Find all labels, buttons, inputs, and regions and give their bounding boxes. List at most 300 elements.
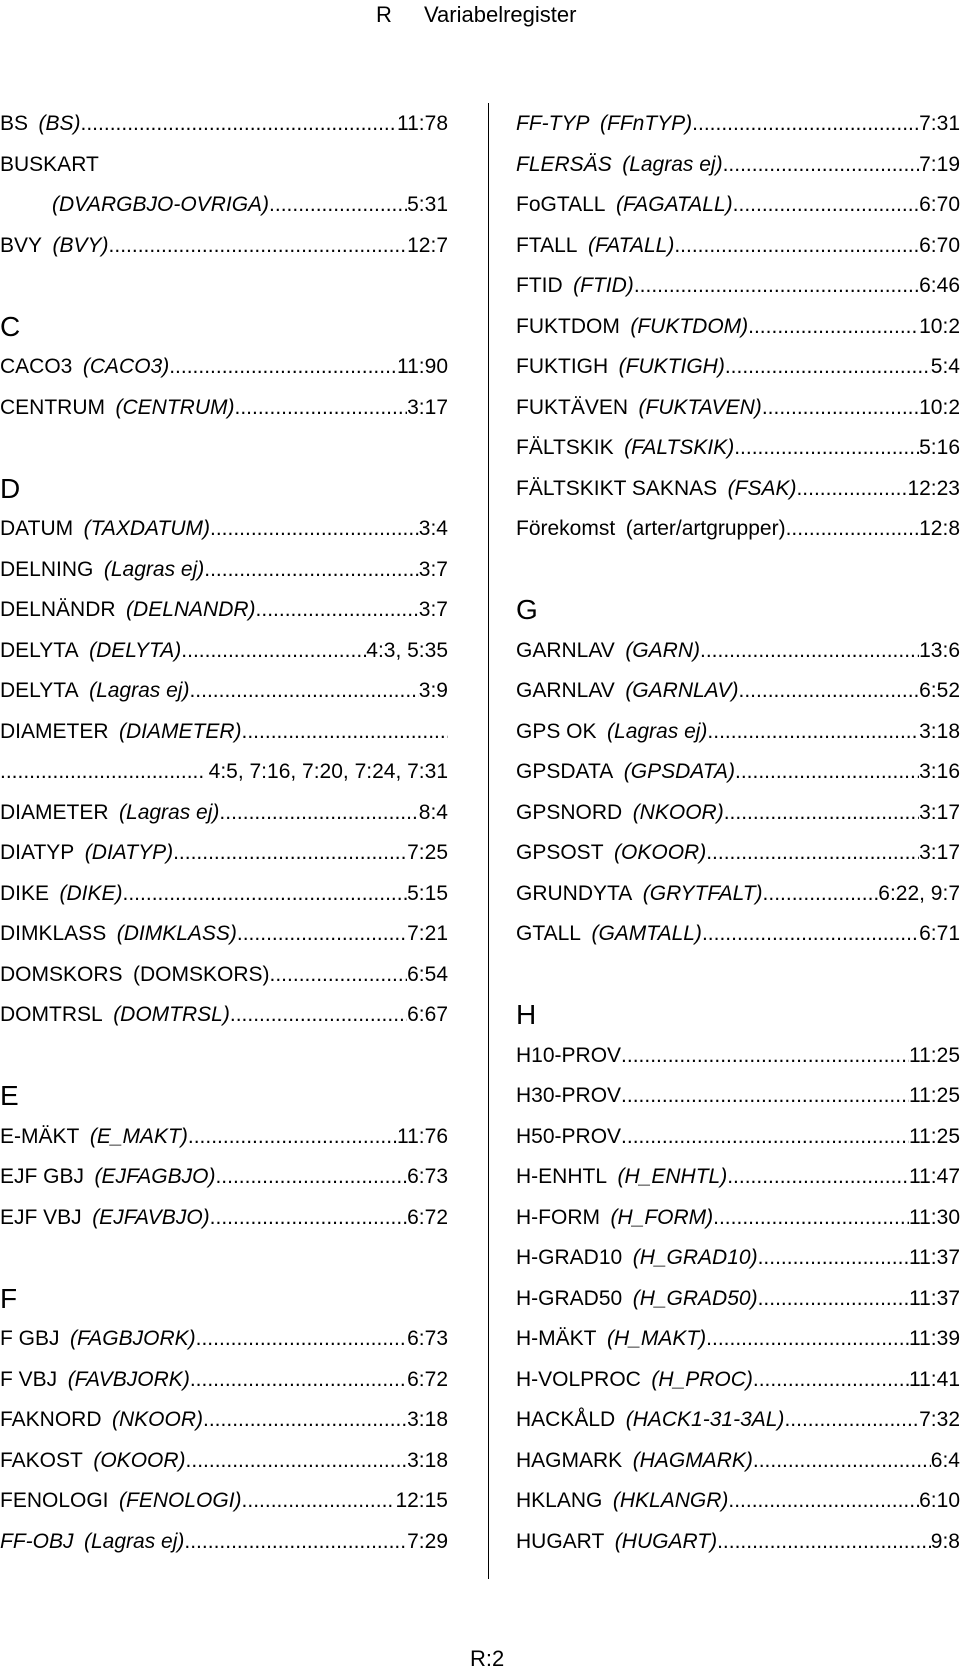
- entry-page: 7:19: [919, 152, 960, 176]
- entry-label: [0, 112, 81, 136]
- entry-alias: (DIATYP): [84, 841, 174, 865]
- entry-alias: (E_MAKT): [89, 1124, 188, 1148]
- index-entry: [0, 793, 448, 834]
- entry-label: [516, 882, 763, 906]
- entry-label: [516, 153, 723, 177]
- index-entry: [0, 145, 448, 186]
- entry-term: H-GRAD10: [516, 1246, 623, 1270]
- entry-alias: (NKOOR): [632, 800, 724, 824]
- leader-dots: [204, 558, 419, 582]
- index-entry: [0, 712, 448, 753]
- entry-label: [516, 639, 700, 663]
- entry-term: DELYTA: [0, 679, 79, 703]
- leader-dots: [707, 720, 919, 744]
- entry-page: 11:47: [909, 1165, 960, 1189]
- entry-page: 13:6: [919, 638, 960, 662]
- entry-term: EJF GBJ: [0, 1165, 85, 1189]
- leader-dots: [190, 1368, 407, 1392]
- index-entry: [0, 550, 448, 591]
- entry-page: 6:46: [919, 274, 960, 298]
- entry-label: [516, 1125, 621, 1149]
- entry-term: H-ENHTL: [516, 1165, 608, 1189]
- entry-alias: (arter/artgrupper): [625, 517, 786, 541]
- entry-alias: (FATALL): [587, 233, 675, 257]
- entry-alias: (HAGMARK): [632, 1448, 753, 1472]
- entry-alias: (GAMTALL): [591, 922, 702, 946]
- index-entry: [0, 509, 448, 550]
- leader-dots: [242, 720, 448, 744]
- entry-label: [0, 234, 109, 258]
- entry-page: 11:25: [909, 1124, 960, 1148]
- entry-term: GPS OK: [516, 719, 597, 743]
- entry-term: FENOLOGI: [0, 1489, 109, 1513]
- leader-dots: [728, 1489, 919, 1513]
- entry-alias: (FTID): [573, 274, 634, 298]
- entry-label: [516, 1530, 717, 1554]
- index-entry: [516, 752, 960, 793]
- entry-label: [516, 801, 724, 825]
- entry-alias: (GPSDATA): [623, 760, 735, 784]
- index-entry: [516, 631, 960, 672]
- index-entry: [0, 1157, 448, 1198]
- entry-page: 11:37: [909, 1286, 960, 1310]
- leader-dots: [210, 1206, 407, 1230]
- entry-page: 3:7: [418, 557, 448, 581]
- entry-label: [0, 1408, 203, 1432]
- entry-alias: (FAGBJORK): [70, 1327, 196, 1351]
- entry-label: [0, 355, 169, 379]
- entry-alias: (GARN): [625, 638, 700, 662]
- entry-alias: (DIAMETER): [119, 719, 242, 743]
- entry-alias: (FALTSKIK): [624, 436, 735, 460]
- index-entry: [516, 145, 960, 186]
- entry-label: [0, 1368, 190, 1392]
- entry-page: 3:18: [407, 1448, 448, 1472]
- entry-term: GPSDATA: [516, 760, 614, 784]
- entry-term: EJF VBJ: [0, 1205, 82, 1229]
- index-entry: [0, 1481, 448, 1522]
- entry-term: FoGTALL: [516, 193, 606, 217]
- entry-page: 7:32: [919, 1408, 960, 1432]
- leader-dots: [753, 1368, 909, 1392]
- letter-heading-text: C: [0, 310, 21, 342]
- entry-term: HUGART: [516, 1529, 605, 1553]
- entry-alias: (FUKTAVEN): [638, 395, 762, 419]
- leader-dots: [758, 1287, 909, 1311]
- blank-row: [516, 955, 960, 996]
- leader-dots: [186, 1449, 408, 1473]
- letter-heading: [0, 307, 448, 348]
- entry-alias: (FENOLOGI): [119, 1489, 242, 1513]
- entry-page: 6:70: [919, 233, 960, 257]
- entry-page: 6:52: [919, 679, 960, 703]
- entry-label: [0, 598, 256, 622]
- entry-page: 10:2: [919, 395, 960, 419]
- entry-label: [516, 1327, 706, 1351]
- letter-heading-text: F: [0, 1282, 18, 1314]
- entry-label: [0, 882, 123, 906]
- entry-label: [0, 1489, 242, 1513]
- entry-term: GARNLAV: [516, 679, 615, 703]
- entry-alias: (Lagras ej): [607, 719, 708, 743]
- page-header: [0, 0, 960, 30]
- entry-page: 3:17: [407, 395, 448, 419]
- header-title: Variabelregister: [424, 2, 577, 27]
- entry-label: [516, 517, 786, 541]
- blank-row: [0, 1036, 448, 1077]
- blank-row: [0, 266, 448, 307]
- leader-dots: [169, 355, 397, 379]
- entry-alias: (EJFAGBJO): [94, 1165, 216, 1189]
- entry-term: FAKNORD: [0, 1408, 102, 1432]
- entry-alias: (CACO3): [82, 355, 170, 379]
- entry-page: 5:31: [407, 193, 448, 217]
- leader-dots: [702, 922, 919, 946]
- entry-alias: (NKOOR): [112, 1408, 204, 1432]
- letter-heading: [0, 1076, 448, 1117]
- entry-page: 11:76: [397, 1124, 448, 1148]
- entry-page: 6:22, 9:7: [878, 881, 960, 905]
- entry-alias: (Lagras ej): [84, 1529, 185, 1553]
- leader-dots: [237, 922, 407, 946]
- index-entry: [516, 914, 960, 955]
- entry-page: 11:39: [909, 1327, 960, 1351]
- leader-dots: [621, 1125, 909, 1149]
- index-entry: [0, 833, 448, 874]
- entry-alias: (GARNLAV): [625, 679, 739, 703]
- entry-label: [516, 355, 725, 379]
- entry-label: [516, 1246, 758, 1270]
- entry-alias: (FUKTDOM): [630, 314, 749, 338]
- leader-dots: [724, 801, 919, 825]
- leader-dots: [181, 639, 366, 663]
- leader-dots: [234, 396, 407, 420]
- leader-dots: [739, 679, 920, 703]
- blank-row: [516, 550, 960, 591]
- entry-alias: (FAVBJORK): [67, 1367, 190, 1391]
- entry-page: 9:8: [930, 1529, 960, 1553]
- leader-dots: [786, 517, 920, 541]
- entry-page: 8:4: [418, 800, 448, 824]
- leader-dots: [733, 193, 919, 217]
- entry-page: 11:90: [397, 355, 448, 379]
- index-entry: [0, 1198, 448, 1239]
- entry-page: 3:18: [919, 719, 960, 743]
- index-entry: [0, 590, 448, 631]
- index-entry: [0, 1400, 448, 1441]
- index-entry: [0, 995, 448, 1036]
- leader-dots: [748, 315, 919, 339]
- index-entry: [516, 185, 960, 226]
- index-entry: [516, 1360, 960, 1401]
- leader-dots: [700, 639, 919, 663]
- entry-alias: (DOMTRSL): [113, 1003, 230, 1027]
- leader-dots: [203, 1408, 407, 1432]
- entry-page: 3:9: [418, 679, 448, 703]
- leader-dots: [270, 963, 408, 987]
- index-entry-continuation: [0, 752, 448, 793]
- entry-label: [0, 558, 204, 582]
- entry-term: DIAMETER: [0, 800, 109, 824]
- entry-term: GPSNORD: [516, 800, 623, 824]
- leader-dots: [725, 355, 931, 379]
- leader-dots: [189, 679, 418, 703]
- entry-page: 6:73: [407, 1327, 448, 1351]
- index-entry: [0, 1117, 448, 1158]
- entry-label: [0, 1327, 196, 1351]
- entry-label: [0, 1125, 188, 1149]
- entry-alias: (HUGART): [614, 1529, 718, 1553]
- entry-alias: (OKOOR): [614, 841, 707, 865]
- entry-label: [516, 1489, 728, 1513]
- entry-alias: (DVARGBJO-OVRIGA): [52, 193, 270, 217]
- index-entry: [516, 388, 960, 429]
- entry-label: [516, 1044, 621, 1068]
- index-entry: [516, 833, 960, 874]
- entry-label: [516, 1206, 713, 1230]
- entry-term: FÄLTSKIKT SAKNAS: [516, 476, 718, 500]
- entry-alias: (HACK1-31-3AL): [625, 1408, 785, 1432]
- entry-page: 11:30: [909, 1205, 960, 1229]
- entry-alias: (DIMKLASS): [116, 922, 237, 946]
- entry-label: [516, 841, 706, 865]
- index-entry: [516, 1400, 960, 1441]
- entry-page: 11:25: [909, 1043, 960, 1067]
- leader-dots: [796, 477, 907, 501]
- entry-term: Förekomst: [516, 517, 616, 541]
- index-column-right: [516, 104, 960, 1562]
- entry-page: 5:15: [407, 881, 448, 905]
- leader-dots: [242, 1489, 396, 1513]
- entry-label: [516, 234, 674, 258]
- leader-dots: [784, 1408, 919, 1432]
- entry-term: GPSOST: [516, 841, 604, 865]
- entry-label: [0, 679, 189, 703]
- entry-term: DATUM: [0, 517, 74, 541]
- entry-label: [0, 396, 234, 420]
- index-entry: [516, 1198, 960, 1239]
- entry-alias: (GRYTFALT): [642, 881, 763, 905]
- index-entry: [0, 671, 448, 712]
- index-entry: [0, 347, 448, 388]
- index-entry: [516, 1481, 960, 1522]
- letter-heading: [516, 995, 960, 1036]
- entry-term: BVY: [0, 233, 43, 257]
- entry-page: 6:73: [407, 1165, 448, 1189]
- entry-term: FUKTIGH: [516, 355, 609, 379]
- index-entry: [0, 1319, 448, 1360]
- entry-alias: (Lagras ej): [103, 557, 205, 581]
- index-entry: [516, 1238, 960, 1279]
- leader-dots: [706, 1327, 909, 1351]
- index-entry: [0, 104, 448, 145]
- entry-term: DIATYP: [0, 841, 75, 865]
- entry-label: [516, 922, 702, 946]
- index-entry: [516, 1157, 960, 1198]
- column-divider: [488, 103, 489, 1579]
- entry-alias: (OKOOR): [93, 1448, 186, 1472]
- entry-page: 12:15: [395, 1489, 448, 1513]
- entry-page: 6:70: [919, 193, 960, 217]
- index-entry: [516, 712, 960, 753]
- entry-alias: (Lagras ej): [622, 152, 723, 176]
- leader-dots: [219, 801, 418, 825]
- entry-page: 5:4: [930, 355, 960, 379]
- leader-dots: [256, 598, 419, 622]
- entry-alias: (H_GRAD10): [632, 1246, 758, 1270]
- entry-label: [0, 720, 242, 744]
- entry-term: FF-OBJ: [0, 1529, 74, 1553]
- entry-term: FTID: [516, 274, 563, 298]
- entry-label: [516, 1449, 753, 1473]
- entry-label: [0, 1165, 215, 1189]
- entry-page: 11:78: [397, 112, 448, 136]
- entry-label: [516, 315, 748, 339]
- entry-label: [516, 1408, 784, 1432]
- entry-label: [516, 720, 707, 744]
- entry-label: [516, 760, 735, 784]
- leader-dots: [692, 112, 919, 136]
- entry-term: H-VOLPROC: [516, 1367, 641, 1391]
- entry-page: 3:7: [418, 598, 448, 622]
- entry-term: FUKTÄVEN: [516, 395, 629, 419]
- leader-dots: [196, 1327, 407, 1351]
- index-entry: [0, 226, 448, 267]
- entry-alias: (DOMSKORS): [133, 962, 270, 986]
- index-entry: [516, 307, 960, 348]
- index-entry: [516, 266, 960, 307]
- entry-page: 3:4: [418, 517, 448, 541]
- leader-dots: [0, 760, 205, 784]
- letter-heading-text: H: [516, 999, 537, 1031]
- entry-page: 3:17: [919, 841, 960, 865]
- index-entry: [0, 955, 448, 996]
- entry-term: CACO3: [0, 355, 73, 379]
- header-letter: R: [376, 2, 392, 27]
- index-entry: [516, 428, 960, 469]
- letter-heading: [0, 1279, 448, 1320]
- index-entry: [0, 1441, 448, 1482]
- entry-term: GTALL: [516, 922, 581, 946]
- letter-heading-text: E: [0, 1080, 19, 1112]
- entry-alias: (Lagras ej): [89, 679, 190, 703]
- entry-term: H-GRAD50: [516, 1286, 623, 1310]
- index-entry: [516, 1522, 960, 1563]
- entry-label: [516, 1165, 727, 1189]
- entry-alias: (DIKE): [59, 881, 123, 905]
- index-entry: [516, 1036, 960, 1077]
- leader-dots: [269, 193, 407, 217]
- entry-term: FF-TYP: [516, 112, 590, 136]
- entry-term: DIKE: [0, 881, 50, 905]
- entry-label: [0, 922, 237, 946]
- entry-page: 3:18: [407, 1408, 448, 1432]
- entry-label: [0, 639, 181, 663]
- entry-label: [0, 1206, 210, 1230]
- entry-term: GARNLAV: [516, 638, 615, 662]
- entry-term: FÄLTSKIK: [516, 436, 614, 460]
- leader-dots: [758, 1246, 909, 1270]
- letter-heading-text: G: [516, 594, 538, 626]
- entry-term: DELNING: [0, 557, 94, 581]
- entry-term: CENTRUM: [0, 395, 105, 419]
- entry-alias: (CENTRUM): [115, 395, 235, 419]
- leader-dots: [674, 234, 919, 258]
- entry-label: [0, 1003, 230, 1027]
- index-entry: [0, 914, 448, 955]
- entry-term: HAGMARK: [516, 1448, 623, 1472]
- entry-label: [0, 801, 219, 825]
- entry-term: GRUNDYTA: [516, 881, 633, 905]
- entry-page: 6:4: [930, 1448, 960, 1472]
- leader-dots: [753, 1449, 931, 1473]
- letter-heading: [516, 590, 960, 631]
- entry-alias: (EJFAVBJO): [92, 1205, 210, 1229]
- entry-term: BUSKART: [0, 152, 99, 176]
- leader-dots: [215, 1165, 407, 1189]
- entry-term: FLERSÄS: [516, 152, 612, 176]
- leader-dots: [123, 882, 408, 906]
- entry-term: FUKTDOM: [516, 314, 620, 338]
- index-entry: [516, 469, 960, 510]
- entry-label: [0, 517, 210, 541]
- entry-page: 5:16: [919, 436, 960, 460]
- index-entry: [0, 1360, 448, 1401]
- leader-dots: [634, 274, 919, 298]
- entry-term: DELYTA: [0, 638, 79, 662]
- index-entry: [516, 1279, 960, 1320]
- leader-dots: [713, 1206, 909, 1230]
- entry-term: DOMSKORS: [0, 962, 123, 986]
- entry-alias: (H_GRAD50): [632, 1286, 758, 1310]
- entry-label: [0, 193, 269, 217]
- entry-page: 12:8: [919, 517, 960, 541]
- entry-label: [516, 1084, 621, 1108]
- letter-heading-text: D: [0, 472, 21, 504]
- leader-dots: [762, 396, 919, 420]
- entry-label: [516, 1368, 753, 1392]
- index-entry: [516, 347, 960, 388]
- index-entry: [0, 185, 448, 226]
- entry-label: [0, 1530, 184, 1554]
- entry-alias: (FUKTIGH): [618, 355, 725, 379]
- entry-alias: (H_FORM): [610, 1205, 714, 1229]
- entry-page: 7:29: [407, 1529, 448, 1553]
- index-entry: [516, 671, 960, 712]
- entry-page: 6:10: [919, 1489, 960, 1513]
- entry-term: H50-PROV: [516, 1124, 622, 1148]
- entry-term: H-MÄKT: [516, 1327, 597, 1351]
- entry-alias: (TAXDATUM): [83, 517, 210, 541]
- entry-label: [0, 963, 270, 987]
- entry-page: 4:3, 5:35: [366, 638, 448, 662]
- entry-alias: (FFnTYP): [600, 112, 693, 136]
- entry-alias: (H_ENHTL): [617, 1165, 728, 1189]
- index-entry: [516, 1076, 960, 1117]
- entry-page: 12:7: [407, 233, 448, 257]
- entry-alias: (BVY): [52, 233, 109, 257]
- entry-term: HKLANG: [516, 1489, 603, 1513]
- entry-page: 6:71: [919, 922, 960, 946]
- entry-label: [516, 396, 762, 420]
- leader-dots: [210, 517, 419, 541]
- leader-dots: [706, 841, 919, 865]
- leader-dots: [621, 1084, 909, 1108]
- entry-page: 4:5, 7:16, 7:20, 7:24, 7:31: [208, 760, 448, 784]
- entry-term: DIAMETER: [0, 719, 109, 743]
- leader-dots: [109, 234, 408, 258]
- entry-page: 6:72: [407, 1367, 448, 1391]
